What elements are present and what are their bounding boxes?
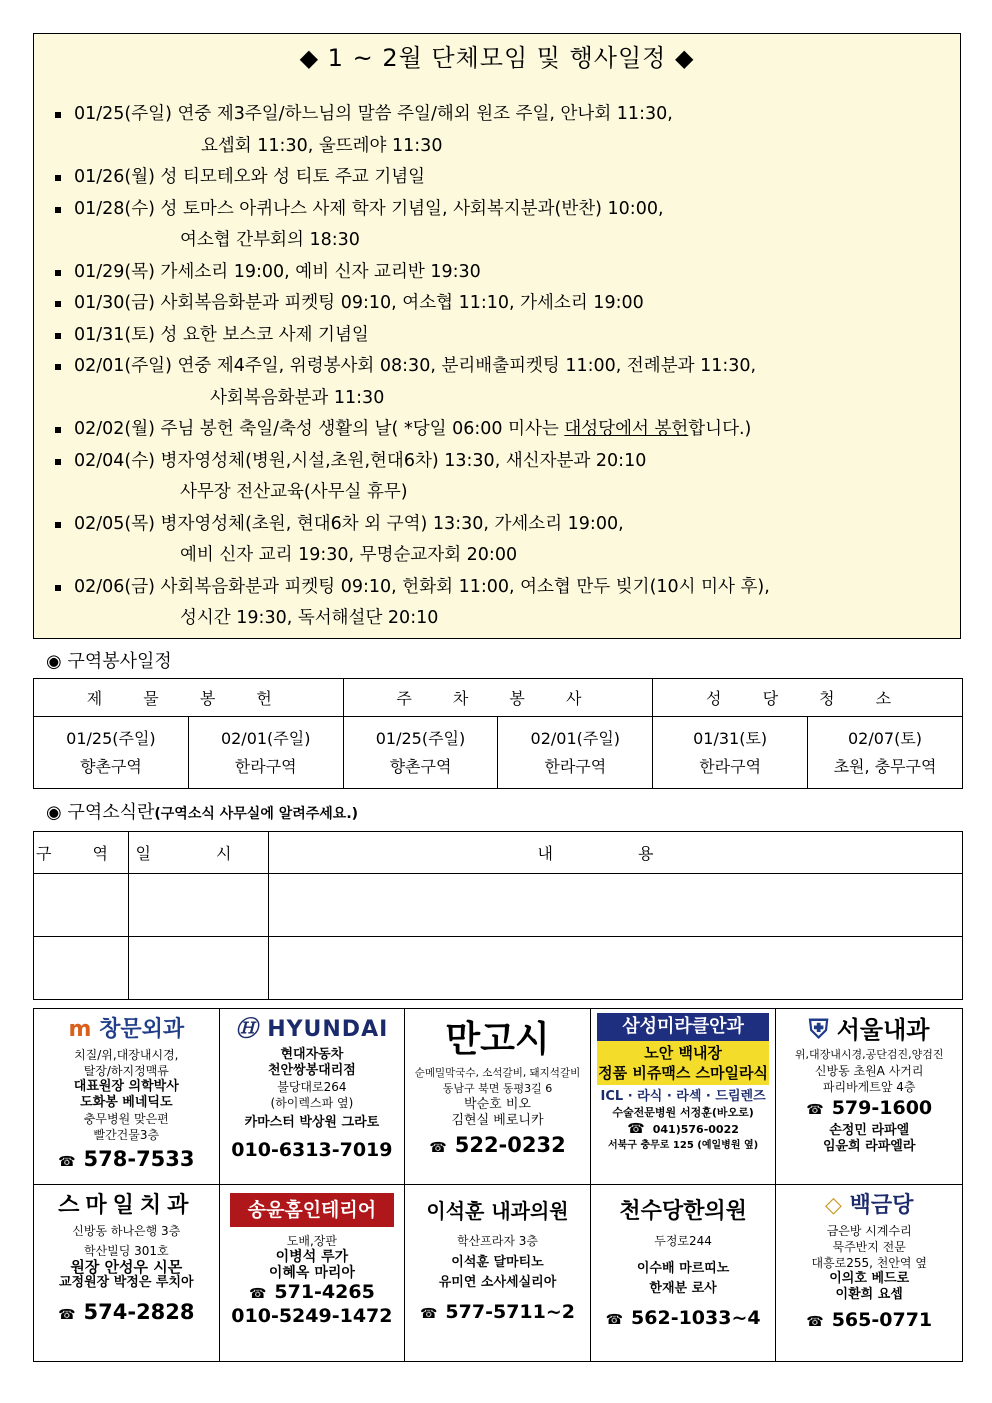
ad-cheonsudang: 천수당한의원 두정로244 이수배 마르띠노 한재분 로사 ☎ 562-1033~4 bbox=[591, 1185, 777, 1361]
list-item: 02/05(목) 병자영성체(초원, 현대6차 외 구역) 13:30, 가세소리 19:00, 예비 신자 교리 19:30, 무명순교자회 20:00 bbox=[34, 509, 960, 572]
service-cell: 01/25(주일) 향촌구역 bbox=[34, 717, 189, 789]
service-cell: 02/07(토) 초원, 충무구역 bbox=[808, 717, 963, 789]
phone-number: ☎ 574-2828 bbox=[34, 1299, 219, 1328]
phone-number: ☎ 577-5711~2 bbox=[405, 1301, 590, 1325]
seoul-internal-logo: ⛨ 서울내과 bbox=[808, 1015, 930, 1045]
table-cell bbox=[34, 937, 129, 1000]
phone-number: ☎ 571-4265 bbox=[220, 1281, 405, 1305]
column-header: 구 역 bbox=[34, 832, 129, 874]
phone-number: ☎ 522-0232 bbox=[405, 1132, 590, 1161]
ad-seoul-internal: ⛨ 서울내과 위,대장내시경,공단검진,양검진 신방동 초원A 사거리 파리바게트앞 4층 ☎ 579-1600 손정민 라파엘 임윤희 라파엘라 bbox=[776, 1009, 962, 1185]
ad-hyundai: Ⓗ HYUNDAI 현대자동차 천안쌍봉대리점 불당대로264 (하이렉스파 옆) 카마스터 박상원 그라토 010-6313-7019 bbox=[220, 1009, 406, 1185]
service-cell: 01/31(토) 한라구역 bbox=[653, 717, 808, 789]
schedule-box bbox=[33, 33, 961, 639]
phone-number: 010-5249-1472 bbox=[231, 1305, 393, 1327]
ad-name: m 창문외과 bbox=[68, 1017, 185, 1042]
ad-name: 이석훈 내과의원 bbox=[426, 1199, 569, 1223]
table-cell bbox=[269, 937, 963, 1000]
ad-name: 천수당한의원 bbox=[619, 1198, 747, 1224]
hyundai-logo: Ⓗ HYUNDAI bbox=[235, 1017, 389, 1042]
list-item: 02/06(금) 사회복음화분과 피켓팅 09:10, 헌화회 11:00, 여소협 만두 빚기(10시 미사 후), 성시간 19:30, 독서해설단 20:10 bbox=[34, 572, 960, 635]
news-table bbox=[33, 831, 963, 1000]
ad-mangosi: 만고시 순메밀막국수, 소석갈비, 돼지석갈비 동남구 북면 동평3길 6 박순호 비오 김현실 베로니카 ☎ 522-0232 bbox=[405, 1009, 591, 1185]
list-item: 02/01(주일) 연중 제4주일, 위령봉사회 08:30, 분리배출피켓팅 11:00, 전례분과 11:30, 사회복음화분과 11:30 bbox=[34, 351, 960, 414]
ads-grid bbox=[33, 1008, 963, 1362]
service-table bbox=[33, 678, 963, 789]
news-heading: ◉ 구역소식란(구역소식 사무실에 알려주세요.) bbox=[46, 802, 359, 823]
column-header: 내 용 bbox=[269, 832, 963, 874]
list-item: 01/25(주일) 연중 제3주일/하느님의 말씀 주일/해외 원조 주일, 안나회 11:30, 요셉회 11:30, 울뜨레야 11:30 bbox=[34, 99, 960, 162]
diamond-icon: ◇ bbox=[825, 1193, 842, 1218]
service-cell: 02/01(주일) 한라구역 bbox=[498, 717, 653, 789]
phone-number: ☎ 562-1033~4 bbox=[591, 1307, 776, 1331]
schedule-list bbox=[34, 99, 960, 635]
phone-number: 010-6313-7019 bbox=[231, 1139, 393, 1161]
service-heading: ◉ 구역봉사일정 bbox=[46, 651, 172, 672]
table-cell bbox=[269, 874, 963, 937]
ad-changmun-surgery: m 창문외과 치질/위,대장내시경, 탈장/하지정맥류 대표원장 의학박사 도화봉 베네딕도 충무병원 맞은편 빨간건물3층 ☎ 578-7533 bbox=[34, 1009, 220, 1185]
group-header: 성 당 청 소 bbox=[653, 679, 963, 717]
phone-number: ☎ 579-1600 bbox=[776, 1095, 962, 1123]
phone-number: ☎ 565-0771 bbox=[776, 1309, 962, 1333]
samsung-miracle-logo: 삼성미라클안과 bbox=[597, 1013, 770, 1041]
list-item: 01/31(토) 성 요한 보스코 사제 기념일 bbox=[34, 320, 960, 352]
service-cell: 01/25(주일) 향촌구역 bbox=[343, 717, 498, 789]
ad-songyun-interior: 송윤홈인테리어 도배,장판 이병석 루가 이혜옥 마리아 ☎ 571-4265 010-5249-1472 bbox=[220, 1185, 406, 1361]
schedule-title: ◆ 1 ~ 2월 단체모임 및 행사일정 ◆ bbox=[299, 44, 695, 72]
ad-samsung-miracle-eye: 삼성미라클안과 노안 백내장 정품 비쥬맥스 스마일라식 ICL · 라식 · 라섹 · 드림렌즈 수술전문병원 서정훈(바오로) ☎ 041)576-0022 서북구 충무로 125 (예일병원 옆) bbox=[591, 1009, 777, 1185]
service-cell: 02/01(주일) 한라구역 bbox=[188, 717, 343, 789]
table-cell bbox=[129, 937, 269, 1000]
mangosi-logo: 만고시 bbox=[445, 1018, 550, 1060]
list-item: 01/29(목) 가세소리 19:00, 예비 신자 교리반 19:30 bbox=[34, 257, 960, 289]
ad-smile-dental: 스마일치과 신방동 하나은행 3층 학산빌딩 301호 원장 안성우 시몬 교정원장 박정은 루치아 ☎ 574-2828 bbox=[34, 1185, 220, 1361]
group-header: 주 차 봉 사 bbox=[343, 679, 653, 717]
list-item: 02/04(수) 병자영성체(병원,시설,초원,현대6차) 13:30, 새신자분과 20:10 사무장 전산교육(사무실 휴무) bbox=[34, 446, 960, 509]
emblem-icon: ⛨ bbox=[808, 1015, 829, 1045]
songyun-logo: 송윤홈인테리어 bbox=[230, 1193, 395, 1227]
column-header: 일 시 bbox=[129, 832, 269, 874]
ad-lee-internal: 이석훈 내과의원 학산프라자 3층 이석훈 달마티노 유미연 소사세실리아 ☎ 577-5711~2 bbox=[405, 1185, 591, 1361]
ad-name: ◇ 백금당 bbox=[825, 1193, 914, 1218]
table-cell bbox=[129, 874, 269, 937]
ad-name: 스마일치과 bbox=[58, 1193, 195, 1218]
list-item: 02/02(월) 주님 봉헌 축일/축성 생활의 날( *당일 06:00 미사는 대성당에서 봉헌합니다.) bbox=[34, 414, 960, 446]
phone-number: ☎ 578-7533 bbox=[34, 1146, 219, 1175]
list-item: 01/30(금) 사회복음화분과 피켓팅 09:10, 여소협 11:10, 가세소리 19:00 bbox=[34, 288, 960, 320]
list-item: 01/28(수) 성 토마스 아퀴나스 사제 학자 기념일, 사회복지분과(반찬) 10:00, 여소협 간부회의 18:30 bbox=[34, 194, 960, 257]
list-item: 01/26(월) 성 티모테오와 성 티토 주교 기념일 bbox=[34, 162, 960, 194]
group-header: 제 물 봉 헌 bbox=[34, 679, 344, 717]
table-cell bbox=[34, 874, 129, 937]
ad-baekgeumdang: ◇ 백금당 금은방 시계수리 묵주반지 전문 대흥로255, 천안역 옆 이의호 베드로 이환희 요셉 ☎ 565-0771 bbox=[776, 1185, 962, 1361]
